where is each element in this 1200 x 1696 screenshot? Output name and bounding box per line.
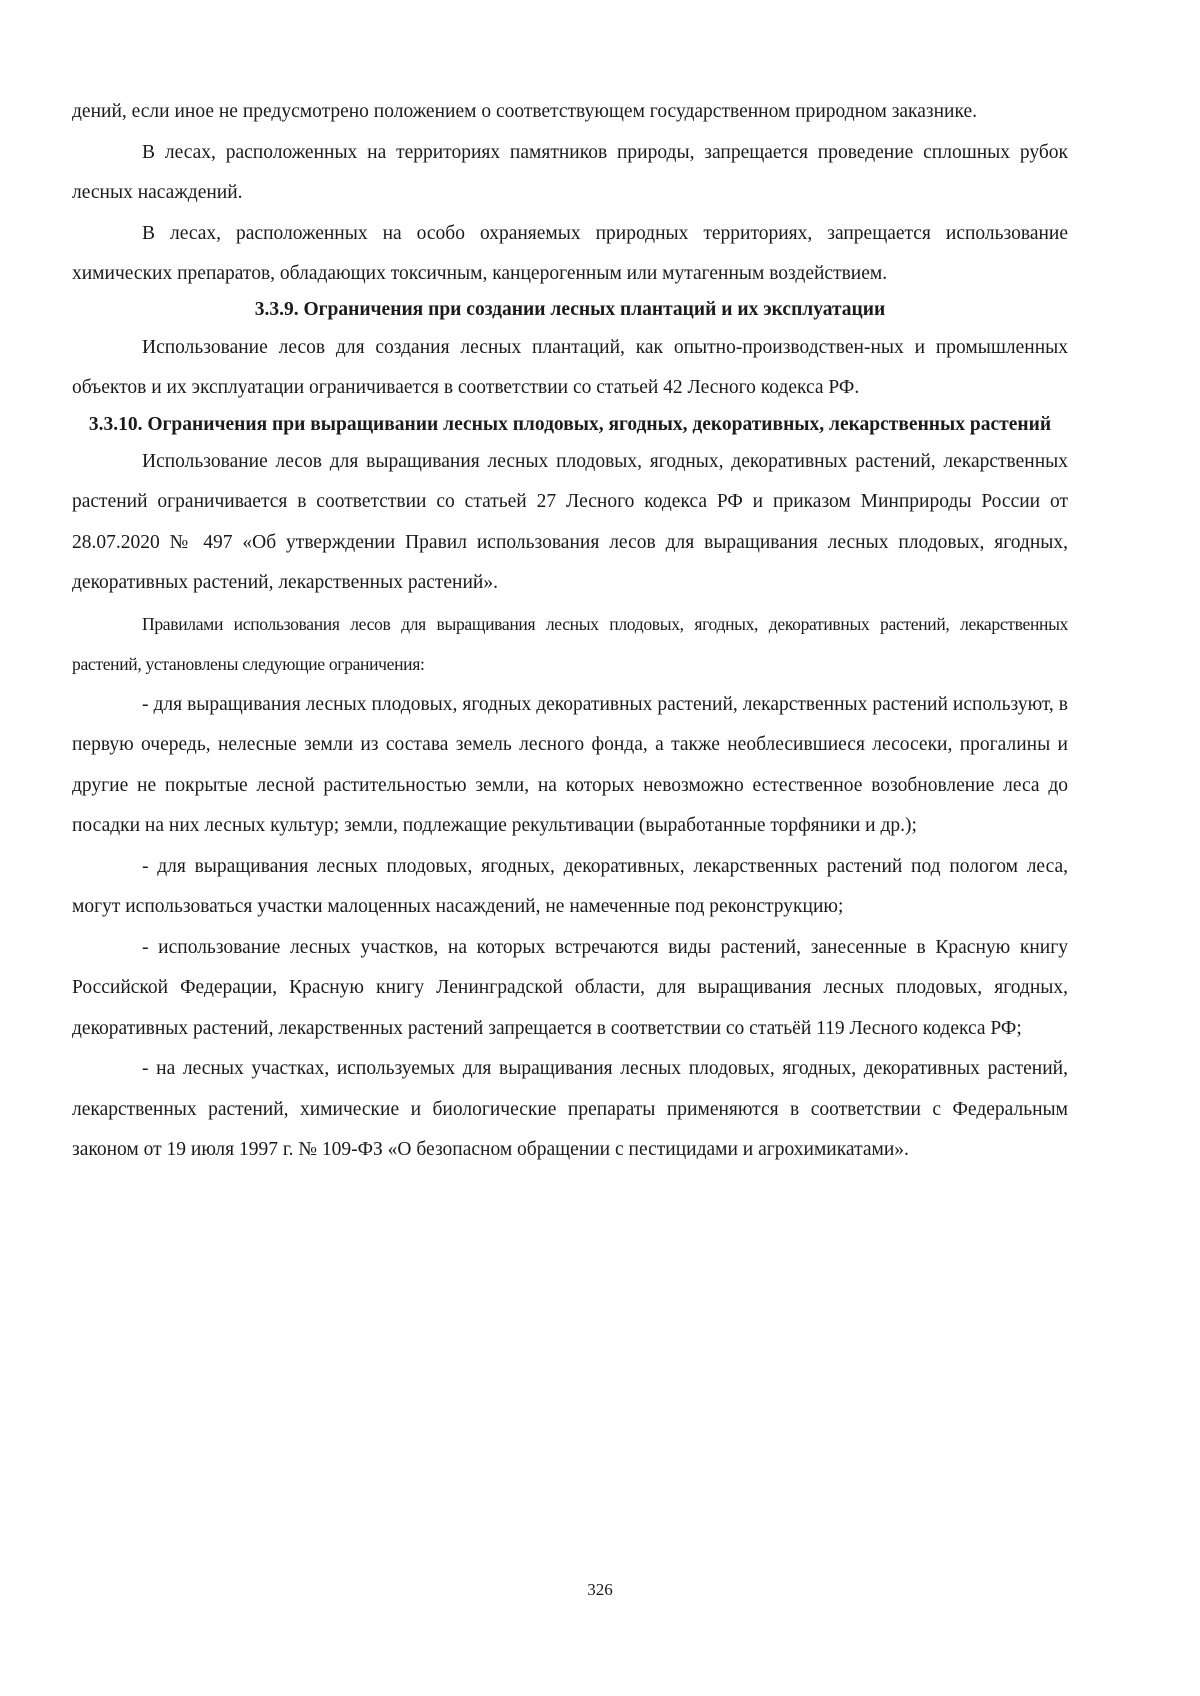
paragraph-protected-territories: В лесах, расположенных на особо охраняемых природных территориях, запрещается использование химических препаратов, обладающих токсичным, канцерогенным или мутагенным воздействием.	[72, 222, 1068, 284]
paragraph-fruit-berry-plants: Использование лесов для выращивания лесных плодовых, ягодных, декоративных растений, лекарственных растений ограничивается в соответствии со статьей 27 Лесного кодекса РФ и приказом Минприроды России от 28.07.2020 № 497 «Об утверждении Правил использования лесов для выращивания лесных плодовых, ягодных, декоративных растений, лекарственных растений».	[72, 450, 1068, 593]
list-item-low-value-stands: - для выращивания лесных плодовых, ягодных, декоративных, лекарственных растений под пологом леса, могут использоваться участки малоценных насаждений, не намеченные под реконструкцию;	[72, 855, 1068, 917]
paragraph-forest-plantations: Использование лесов для создания лесных плантаций, как опытно-производствен-ных и промышленных объектов и их эксплуатации ограничивается в соответствии со статьей 42 Лесного кодекса РФ.	[72, 336, 1068, 398]
list-item-nonforest-lands: - для выращивания лесных плодовых, ягодных декоративных растений, лекарственных растений используют, в первую очередь, нелесные земли из состава земель лесного фонда, а также необлесившиеся лесосеки, прогалины и другие не покрытые лесной растительностью земли, на которых невозможно естественное возобновление леса до посадки на них лесных культур; земли, подлежащие рекультивации (выработанные торфяники и др.);	[72, 693, 1068, 836]
paragraph-rules-restrictions: Правилами использования лесов для выращивания лесных плодовых, ягодных, декоративных растений, лекарственных растений, установлены следующие ограничения:	[72, 613, 1068, 674]
paragraph-continuation: дений, если иное не предусмотрено положением о соответствующем государственном природном заказнике.	[72, 101, 977, 122]
list-item-chemical-preparations: - на лесных участках, используемых для выращивания лесных плодовых, ягодных, декоративных растений, лекарственных растений, химические и биологические препараты применяются в соответствии с Федеральным законом от 19 июля 1997 г. № 109-ФЗ «О безопасном обращении с пестицидами и агрохимикатами».	[72, 1058, 1068, 1160]
list-item-red-book-species: - использование лесных участков, на которых встречаются виды растений, занесенные в Красную книгу Российской Федерации, Красную книгу Ленинградской области, для выращивания лесных плодовых, ягодных, декоративных растений, лекарственных растений запрещается в соответствии со статьёй 119 Лесного кодекса РФ;	[72, 936, 1068, 1039]
section-heading-3-3-10: 3.3.10. Ограничения при выращивании лесных плодовых, ягодных, декоративных, лекарственных растений	[88, 413, 1052, 435]
section-heading-3-3-9: 3.3.9. Ограничения при создании лесных плантаций и их эксплуатации	[254, 298, 886, 320]
page-number: 326	[587, 1580, 613, 1599]
paragraph-nature-monuments: В лесах, расположенных на территориях памятников природы, запрещается проведение сплошных рубок лесных насаждений.	[72, 141, 1068, 203]
document-page	[72, 92, 1068, 1171]
